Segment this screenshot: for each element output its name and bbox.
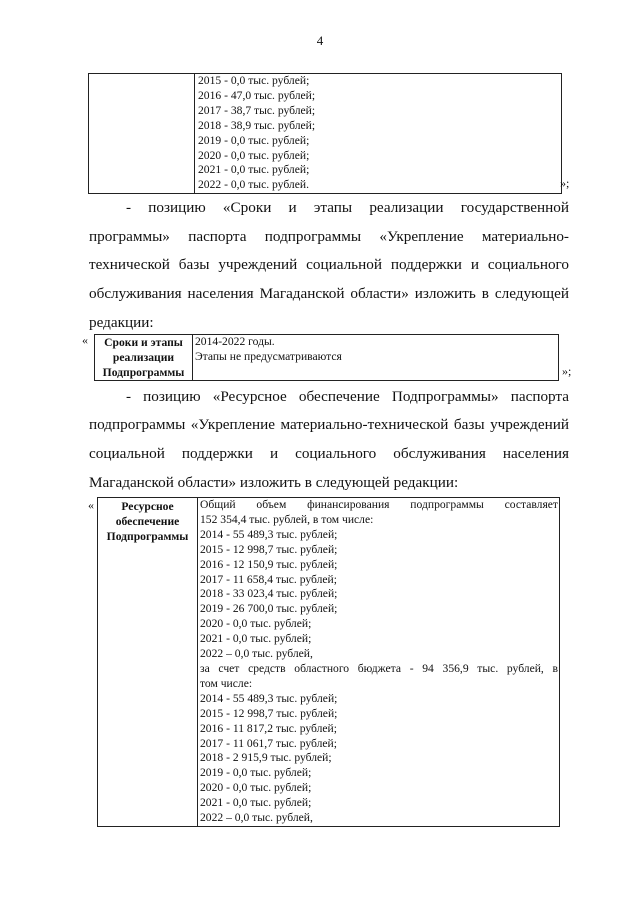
year-line: 2016 - 47,0 тыс. рублей;	[198, 88, 316, 102]
total-year-line: 2022 – 0,0 тыс. рублей,	[200, 647, 313, 661]
paragraph1-line: технической базы учреждений социальной поддержки и социального	[89, 256, 569, 273]
total-year-line: 2020 - 0,0 тыс. рублей;	[200, 617, 312, 631]
year-line: 2021 - 0,0 тыс. рублей;	[198, 163, 310, 177]
opening-quote-mark: «	[82, 333, 88, 347]
year-line: 2022 - 0,0 тыс. рублей.	[198, 178, 309, 192]
regional-year-line: 2019 - 0,0 тыс. рублей;	[200, 766, 312, 780]
year-line: 2017 - 38,7 тыс. рублей;	[198, 103, 316, 117]
paragraph1-line: программы» паспорта подпрограммы «Укрепление материально-	[89, 228, 569, 245]
regional-year-line: 2022 – 0,0 тыс. рублей,	[200, 811, 313, 825]
closing-quote-mark: »;	[562, 364, 572, 378]
funding-table-continuation	[88, 73, 562, 194]
paragraph1-line: - позицию «Сроки и этапы реализации государственной	[126, 199, 569, 216]
total-year-line: 2017 - 11 658,4 тыс. рублей;	[200, 572, 337, 586]
opening-quote-mark: «	[88, 498, 94, 512]
regional-year-line: 2018 - 2 915,9 тыс. рублей;	[200, 751, 332, 765]
regional-year-line: 2021 - 0,0 тыс. рублей;	[200, 796, 312, 810]
resource-label-cell	[98, 498, 198, 827]
total-year-line: 2015 - 12 998,7 тыс. рублей;	[200, 542, 338, 556]
regional-year-line: 2014 - 55 489,3 тыс. рублей;	[200, 691, 338, 705]
total-year-line: 2019 - 26 700,0 тыс. рублей;	[200, 602, 338, 616]
label-line: Сроки и этапы	[104, 336, 183, 349]
year-line: 2018 - 38,9 тыс. рублей;	[198, 118, 316, 132]
resource-provision-table	[97, 497, 560, 827]
page-number: 4	[316, 33, 324, 48]
label-line: Ресурсное	[121, 500, 174, 513]
paragraph2-line: подпрограммы «Укрепление материально-технической базы учреждений	[89, 416, 569, 433]
term-stages-table	[94, 334, 559, 381]
label-line: реализации	[112, 351, 175, 364]
resource-value-cell	[198, 498, 560, 827]
total-year-line: 2016 - 12 150,9 тыс. рублей;	[200, 557, 338, 571]
total-funding-line: 152 354,4 тыс. рублей, в том числе:	[200, 512, 374, 526]
label-line: обеспечение	[115, 515, 180, 528]
paragraph2-line: социальной поддержки и социального обслуживания населения	[89, 445, 569, 462]
value-line: 2014-2022 годы.	[195, 335, 275, 348]
regional-funding-line: за счет средств областного бюджета - 94 356,9 тыс. рублей, в	[200, 661, 558, 675]
regional-year-line: 2015 - 12 998,7 тыс. рублей;	[200, 706, 338, 720]
term-stages-value-cell	[193, 335, 559, 381]
regional-funding-line: том числе:	[200, 676, 253, 690]
year-line: 2019 - 0,0 тыс. рублей;	[198, 133, 310, 147]
closing-quote-mark: »;	[560, 176, 570, 190]
paragraph2-line: - позицию «Ресурсное обеспечение Подпрограммы» паспорта	[126, 388, 569, 405]
regional-year-line: 2017 - 11 061,7 тыс. рублей;	[200, 736, 337, 750]
empty-label-cell	[89, 74, 195, 194]
paragraph1-line: редакции:	[89, 314, 154, 331]
regional-year-line: 2016 - 11 817,2 тыс. рублей;	[200, 721, 337, 735]
value-line: Этапы не предусматриваются	[195, 349, 342, 363]
regional-year-line: 2020 - 0,0 тыс. рублей;	[200, 781, 312, 795]
paragraph2-line: Магаданской области» изложить в следующей редакции:	[89, 474, 459, 491]
term-stages-label-cell	[95, 335, 193, 381]
year-line: 2020 - 0,0 тыс. рублей;	[198, 148, 310, 162]
paragraph1-line: обслуживания населения Магаданской области» изложить в следующей	[89, 285, 569, 302]
label-line: Подпрограммы	[106, 530, 189, 543]
years-cell	[195, 74, 562, 194]
total-year-line: 2014 - 55 489,3 тыс. рублей;	[200, 527, 338, 541]
label-line: Подпрограммы	[102, 366, 185, 379]
total-year-line: 2018 - 33 023,4 тыс. рублей;	[200, 587, 338, 601]
total-year-line: 2021 - 0,0 тыс. рублей;	[200, 632, 312, 646]
total-funding-line: Общий объем финансирования подпрограммы составляет	[200, 498, 558, 511]
year-line: 2015 - 0,0 тыс. рублей;	[198, 74, 310, 87]
